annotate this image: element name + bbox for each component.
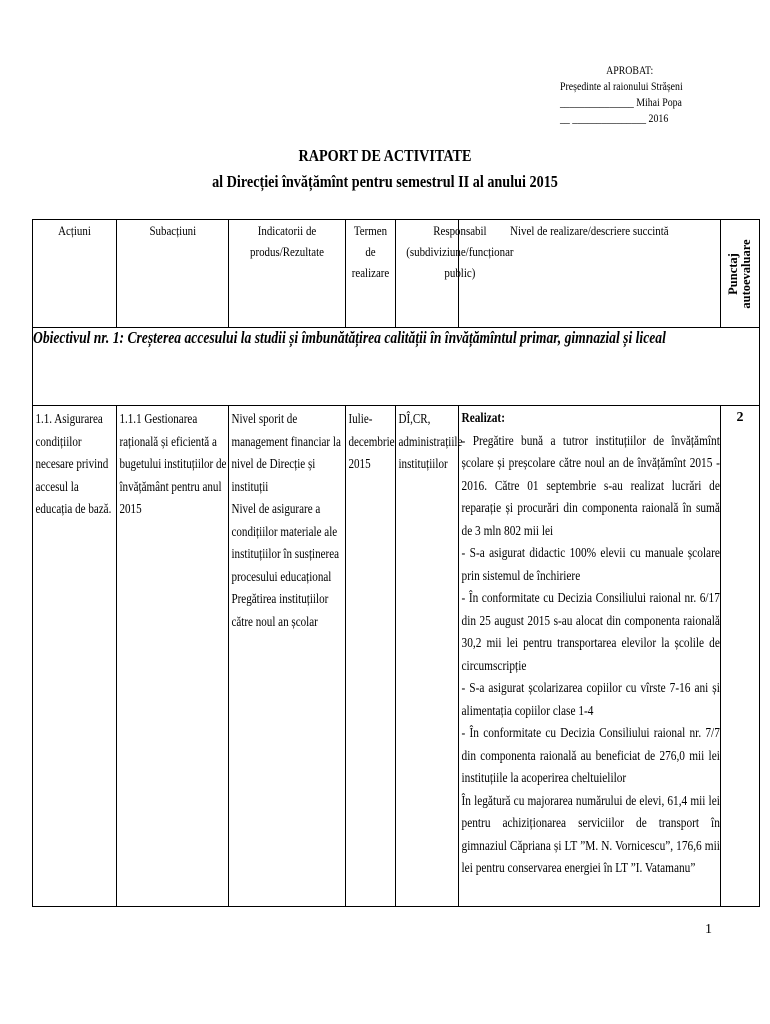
description-item: În legătură cu majorarea numărului de elevi, 61,4 mii lei pentru achiziționarea serviciilor de transport în gimnaziul Căpriana și LT ”M. N. Vornicescu”, 176,6 mii lei pentru conservarea energiei în LT ”I. Vatamanu” bbox=[461, 792, 720, 875]
report-table bbox=[32, 219, 760, 907]
objective-text: Obiectivul nr. 1: Creșterea accesului la studii și îmbunătățirea calității în învățămîntul primar, gimnazial și liceal bbox=[33, 328, 666, 347]
description-item: - S-a asigurat didactic 100% elevii cu manuale școlare prin sistemul de închiriere bbox=[461, 545, 720, 583]
description-item: - S-a asigurat școlarizarea copiilor cu vîrste 7-16 ani și alimentația copiilor clase 1-4 bbox=[461, 680, 720, 718]
cell-subaction: 1.1.1 Gestionarea rațională și eficientă a bugetului instituțiilor de învățământ pentru anul 2015 bbox=[117, 406, 229, 907]
table-row bbox=[33, 406, 760, 907]
report-subtitle: al Direcției învățămînt pentru semestrul II al anului 2015 bbox=[212, 172, 558, 191]
cell-score: 2 bbox=[721, 406, 760, 907]
indicator-item: Nivel de asigurare a condițiilor materiale ale instituțiilor în susținerea procesului educațional bbox=[231, 501, 340, 584]
cell-term: Iulie-decembrie 2015 bbox=[346, 406, 396, 907]
description-item: - În conformitate cu Decizia Consiliului raional nr. 7/7 din componenta raională au beneficiat de 276,0 mii lei instituțiile la acoperirea cheltuielilor bbox=[461, 725, 720, 785]
cell-action: 1.1. Asigurarea condițiilor necesare privind accesul la educația de bază. bbox=[33, 406, 117, 907]
indicator-item: Pregătirea instituțiilor către noul an școlar bbox=[231, 591, 329, 629]
cell-responsible: DÎ,CR, administrațiile instituțiilor bbox=[396, 406, 459, 907]
cell-indicators bbox=[229, 406, 346, 907]
approval-signature: _______________ Mihai Popa bbox=[560, 95, 682, 109]
page-number: 1 bbox=[705, 922, 712, 937]
description-item: - Pregătire bună a tutror instituțiilor de învățămînt școlare și preșcolare către noul an de învățămînt 2015 - 2016. Către 01 septembrie s-au realizat lucrări de reparație și procurări din componenta raională în sumă de 3 mln 802 mii lei bbox=[461, 432, 720, 538]
header-score: Punctaj autoevaluare bbox=[721, 220, 760, 328]
table-header-row bbox=[33, 220, 760, 328]
approval-heading: APROBAT: bbox=[606, 63, 654, 77]
header-actions: Acțiuni bbox=[33, 220, 117, 328]
description-item: - În conformitate cu Decizia Consiliului raional nr. 6/17 din 25 august 2015 s-au alocat din componenta raională 30,2 mii lei pentru transportarea elevilor la școlile de circumscripție bbox=[461, 590, 720, 673]
header-term: Termen de realizare bbox=[346, 220, 396, 328]
header-level: Nivel de realizare/descriere succintă bbox=[459, 220, 721, 328]
header-subactions: Subacțiuni bbox=[117, 220, 229, 328]
cell-description bbox=[459, 406, 721, 907]
objective-cell bbox=[33, 328, 760, 406]
header-responsible: Responsabil (subdiviziune/funcționar public) bbox=[396, 220, 459, 328]
header-indicators: Indicatorii de produs/Rezultate bbox=[229, 220, 346, 328]
report-title: RAPORT DE ACTIVITATE bbox=[298, 146, 472, 165]
realized-label: Realizat: bbox=[461, 410, 505, 425]
approval-block bbox=[560, 62, 691, 126]
approval-role: Președinte al raionului Strășeni bbox=[560, 79, 683, 93]
objective-row bbox=[33, 328, 760, 406]
indicator-item: Nivel sporit de management financiar la nivel de Direcție și instituții bbox=[231, 411, 341, 494]
approval-date: __ _______________ 2016 bbox=[560, 111, 669, 125]
